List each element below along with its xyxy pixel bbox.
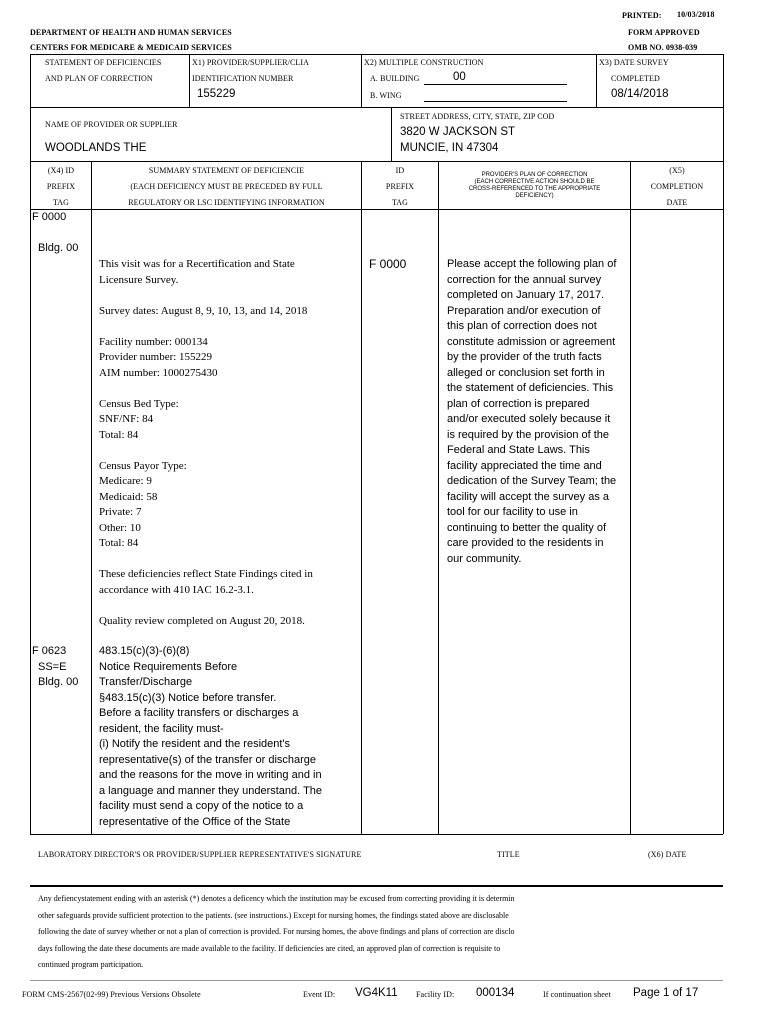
f0623-line: Before a facility transfers or discharges a [99,707,299,719]
rule [630,161,631,834]
id-header-3: TAG [391,198,409,207]
summary-line: This visit was for a Recertification and State [99,258,295,270]
f0623-line: Notice Requirements Before [99,660,238,673]
summary-line: Census Bed Type: [99,397,179,410]
page-number: Page 1 of 17 [633,987,699,999]
address-label: STREET ADDRESS, CITY, STATE, ZIP COD [400,112,555,121]
rule [30,980,723,981]
summary-header-2: (EACH DEFICIENCY MUST BE PRECEDED BY FULL [130,182,323,191]
f0623-line: (i) Notify the resident and the resident's [99,738,291,750]
rule [30,161,723,162]
rule [30,885,723,887]
rule [30,209,723,210]
rule [189,54,190,107]
summary-line: Private: 7 [99,506,142,518]
summary-line: accordance with 410 IAC 16.2-3.1. [99,583,254,596]
summary-line: Medicare: 9 [99,475,152,487]
summary-text-f0623 [99,644,322,830]
x1-label-1: X1) PROVIDER/SUPPLIER/CLIA [192,58,310,67]
x4-header-3: TAG [52,198,70,207]
disclaimer-line: days following the date these documents are made available to the facility. If deficiencies are cited, an approved plan of correction is requisite to [38,943,501,953]
summary-line: Total: 84 [99,537,139,549]
disclaimer-line: Any defiencystatement ending with an asterisk (*) denotes a deficency which the institution may be excused from correcting providing it is determin [38,894,515,903]
id-header-2: PREFIX [385,182,415,191]
plan-line: the statement of deficiencies. This [447,382,614,394]
x5-header-3: DATE [666,198,688,207]
plan-line: completed on January 17, 2017. [447,289,605,301]
rule [91,161,92,834]
statement-label-2: AND PLAN OF CORRECTION [45,74,153,83]
f0623-line: facility must send a copy of the notice to a [99,800,304,812]
x3-label-1: X3) DATE SURVEY [599,58,669,67]
facility-id-value: 000134 [476,987,515,999]
plan-line: by the provider of the truth facts [447,351,602,363]
plan-line: Please accept the following plan of [447,258,617,270]
summary-line: AIM number: 1000275430 [99,366,218,379]
x4-header-2: PREFIX [46,182,76,191]
x4-header-1: (X4) ID [47,166,75,175]
summary-line: Survey dates: August 8, 9, 10, 13, and 14, 2018 [99,304,308,317]
summary-line: These deficiencies reflect State Findings cited in [99,568,313,580]
scope-severity: SS=E [38,660,67,673]
statement-label-1: STATEMENT OF DEFICIENCIES [45,58,162,67]
plan-line: our community. [447,552,522,565]
plan-line: plan of correction is prepared [447,397,590,410]
signature-date-label: (X6) DATE [648,850,687,859]
building-value: 00 [453,71,466,83]
summary-line: Licensure Survey. [99,273,179,286]
form-number: FORM CMS-2567(02-99) Previous Versions Obsolete [22,990,201,999]
f0623-line: and the reasons for the move in writing and in [99,769,322,781]
plan-header-4: DEFICIENCY) [515,193,554,199]
x1-label-2: IDENTIFICATION NUMBER [192,74,294,83]
id-tag-f0000: F 0000 [369,257,407,271]
plan-line: facility will accept the survey as a [447,490,610,503]
plan-line: correction for the annual survey [447,273,602,286]
summary-text-f0000 [99,257,313,629]
summary-line: Quality review completed on August 20, 2018. [99,614,305,627]
f0623-line: 483.15(c)(3)-(6)(8) [99,645,190,657]
rule [361,161,362,834]
x3-label-2: COMPLETED [611,74,660,83]
rule [438,161,439,834]
building-tag-b: Bldg. 00 [38,676,79,688]
printed-date: 10/03/2018 [677,10,715,19]
building-underline [424,84,567,85]
facility-id-label: Facility ID: [416,990,455,999]
plan-line: is required by the provision of the [447,428,610,441]
plan-header-2: (EACH CORRECTIVE ACTION SHOULD BE [474,179,595,185]
rule [596,54,597,107]
disclaimer [38,891,723,974]
address-line-1: 3820 W JACKSON ST [400,126,516,138]
summary-spacer [99,552,313,568]
f0623-line: representative of the Office of the State [99,815,291,828]
plan-line: dedication of the Survey Team; the [447,475,617,487]
provider-name-label: NAME OF PROVIDER OR SUPPLIER [45,120,178,129]
plan-line: and/or executed solely because it [447,413,611,425]
summary-line: Provider number: 155229 [99,351,213,363]
summary-spacer [99,598,313,614]
rule [723,54,724,834]
provider-id-value: 155229 [197,88,236,100]
summary-spacer [99,381,313,397]
address-line-2: MUNCIE, IN 47304 [400,142,499,154]
rule [361,54,362,107]
disclaimer-line: continued program participation. [38,960,144,969]
id-header-1: ID [395,166,405,175]
summary-header-1: SUMMARY STATEMENT OF DEFICIENCIE [148,166,305,175]
department-title: DEPARTMENT OF HEALTH AND HUMAN SERVICES [30,28,232,37]
form-approved: FORM APPROVED [628,28,700,37]
rule [30,107,723,108]
summary-header-3: REGULATORY OR LSC IDENTIFYING INFORMATION [128,198,325,207]
plan-line: Preparation and/or execution of [447,304,601,317]
rule [30,54,723,55]
summary-line: Facility number: 000134 [99,335,208,348]
event-id-label: Event ID: [303,990,336,999]
plan-header-3: CROSS-REFERENCED TO THE APPROPRIATE [468,186,601,192]
printed-label: PRINTED: [622,11,662,20]
plan-line: alleged or conclusion set forth in [447,366,605,379]
rule [391,107,392,161]
summary-line: Other: 10 [99,521,141,534]
title-label: TITLE [497,850,520,859]
disclaimer-line: other safeguards provide sufficient protection to the patients. (see instructions.) Except for nursing homes, the findings stated above are disclosable [38,910,509,920]
x5-header-2: COMPLETION [650,182,704,191]
rule [30,834,723,835]
wing-underline [424,101,567,102]
event-id-value: VG4K11 [355,987,398,999]
summary-line: Medicaid: 58 [99,490,158,503]
plan-header-1: PROVIDER'S PLAN OF CORRECTION [481,172,588,178]
director-signature-label: LABORATORY DIRECTOR'S OR PROVIDER/SUPPLIER REPRESENTATIVE'S SIGNATURE [38,850,362,859]
continuation-label: If continuation sheet [543,990,611,999]
x5-header-1: (X5) [669,166,685,175]
summary-line: Census Payor Type: [99,459,187,472]
plan-line: continuing to better the quality of [447,521,606,534]
building-label: A. BUILDING [370,74,420,83]
x2-label: X2) MULTIPLE CONSTRUCTION [364,58,484,67]
plan-line: this plan of correction does not [447,320,597,332]
tag-f0000: F 0000 [32,211,67,223]
omb-number: OMB NO. 0938-039 [628,43,698,52]
f0623-line: a language and manner they understand. The [99,784,323,797]
summary-line: SNF/NF: 84 [99,413,154,425]
summary-spacer [99,443,313,459]
provider-name-value: WOODLANDS THE [45,142,147,154]
summary-line: Total: 84 [99,428,139,441]
f0623-line: representative(s) of the transfer or discharge [99,753,317,766]
plan-line: constitute admission or agreement [447,335,616,348]
plan-line: tool for our facility to use in [447,506,578,518]
plan-line: care provided to the residents in [447,537,604,549]
wing-label: B. WING [370,91,402,100]
summary-spacer [99,288,313,304]
f0623-line: resident, the facility must- [99,722,224,735]
tag-f0623 [32,644,78,691]
summary-spacer [99,319,313,335]
tag-f0623-id: F 0623 [32,645,67,657]
f0623-line: §483.15(c)(3) Notice before transfer. [99,691,277,704]
disclaimer-line: following the date of survey whether or not a plan of correction is provided. For nursing homes, the above findings and plans of correction are disclo [38,927,515,936]
plan-line: Federal and State Laws. This [447,444,590,456]
centers-title: CENTERS FOR MEDICARE & MEDICAID SERVICES [30,43,232,52]
building-tag-a: Bldg. 00 [38,242,79,254]
survey-completed-date: 08/14/2018 [611,88,669,100]
plan-line: facility appreciated the time and [447,459,602,472]
plan-text-f0000 [447,257,616,567]
f0623-line: Transfer/Discharge [99,676,193,688]
